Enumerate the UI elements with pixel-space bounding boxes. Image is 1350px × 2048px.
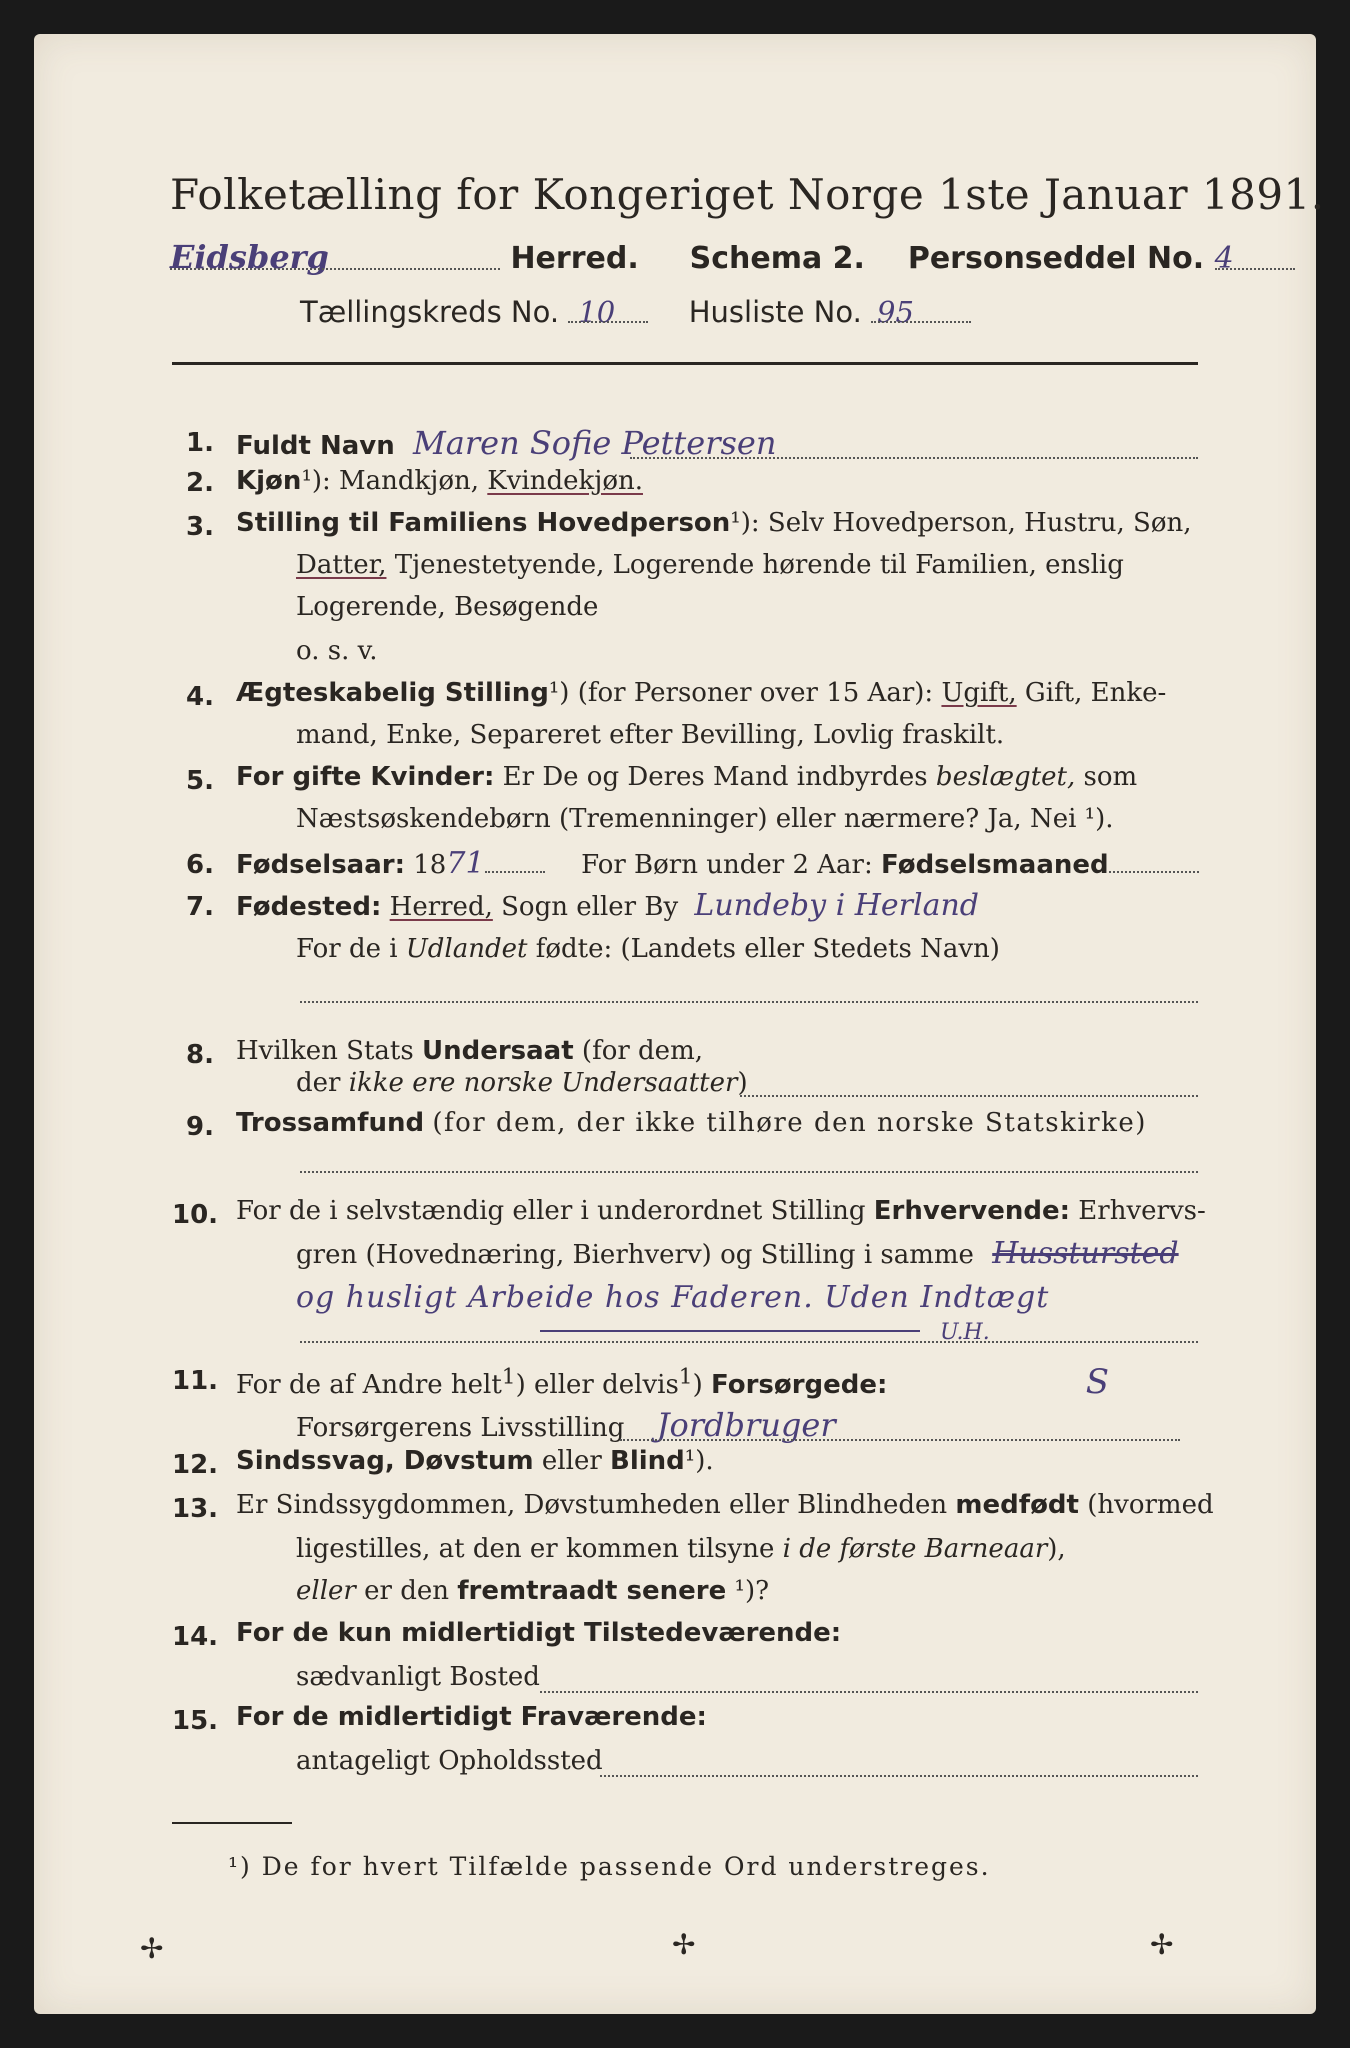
q7-herred: Herred,: [389, 892, 493, 922]
q15-row2: [296, 1746, 603, 1776]
q10-value1: Husstursted: [992, 1236, 1179, 1271]
q15-dotline: [600, 1774, 1198, 1777]
q11-label: Forsørgede:: [711, 1370, 888, 1400]
q5-row1: [236, 762, 1137, 792]
q10-row1: [236, 1196, 1206, 1226]
q13-text1a: Er Sindssygdommen, Døvstumheden eller Blindheden: [236, 1490, 948, 1520]
q12-number: 12.: [172, 1450, 219, 1480]
q10-value3: U.H.: [940, 1320, 990, 1345]
q3-text3: Logerende, Besøgende: [296, 592, 599, 622]
q12-label: Sindssvag, Døvstum: [236, 1446, 534, 1476]
q13-row1: [236, 1490, 1214, 1520]
kreds-label: Tællingskreds No.: [300, 295, 560, 329]
q4-sup: ¹): [548, 678, 570, 708]
q11-value: Jordbruger: [656, 1406, 836, 1444]
q13-label: medfødt: [955, 1490, 1079, 1520]
q13-label-b: fremtraadt senere: [457, 1576, 727, 1606]
q6-row: [236, 846, 1199, 881]
q13-text2b: i de første Barneaar: [782, 1534, 1048, 1564]
q14-label: For de kun midlertidigt Tilstedeværende:: [236, 1618, 842, 1648]
printer-mark-center-icon: ✢: [672, 1928, 696, 1961]
form-title: Folketælling for Kongeriget Norge 1ste Januar 1891.: [170, 170, 1325, 219]
q13-text1b: (hvormed: [1087, 1490, 1214, 1520]
q3-row1: [236, 508, 1192, 538]
q1-number: 1.: [186, 428, 214, 458]
q4-row1: [236, 678, 1166, 708]
q14-dotline: [540, 1690, 1198, 1693]
q13-text3a: eller: [296, 1576, 356, 1606]
q11-number: 11.: [172, 1366, 219, 1396]
footnote: ¹) De for hvert Tilfælde passende Ord understreges.: [228, 1852, 991, 1881]
q7-dotline: [300, 1000, 1198, 1003]
printer-mark-left-icon: ✢: [140, 1932, 164, 1965]
q6-label-b: Fødselsmaaned: [881, 850, 1109, 880]
q13-text3c: ¹)?: [734, 1576, 770, 1606]
q10-number: 10.: [172, 1200, 219, 1230]
q3-text1: Selv Hovedperson, Hustru, Søn,: [767, 508, 1192, 538]
q3-row2: [296, 550, 1124, 580]
q7-row2: [296, 934, 1000, 964]
q6-number: 6.: [186, 850, 214, 880]
q4-text1c: Gift, Enke-: [1024, 678, 1167, 708]
q8-row1: [236, 1036, 703, 1066]
herred-label: Herred.: [510, 241, 639, 276]
q8-text2b: ikke ere norske Undersaatter: [348, 1068, 738, 1098]
q9-row: [236, 1108, 1198, 1138]
q10-value2: og husligt Arbeide hos Faderen. Uden Indtægt: [296, 1280, 1050, 1315]
q4-number: 4.: [186, 682, 214, 712]
q10-text2: gren (Hovednæring, Bierhverv) og Stilling i samme: [296, 1240, 974, 1270]
personseddel-label: Personseddel No.: [907, 241, 1205, 276]
q10-strike-line: [540, 1330, 920, 1332]
q12-sup: ¹).: [684, 1446, 714, 1476]
q13-row3: [296, 1576, 769, 1606]
q4-label: Ægteskabelig Stilling: [236, 678, 549, 708]
q7-number: 7.: [186, 892, 214, 922]
q9-number: 9.: [186, 1112, 214, 1142]
q2-number: 2.: [186, 468, 214, 498]
q8-label: Undersaat: [421, 1036, 574, 1066]
q5-label: For gifte Kvinder:: [236, 762, 495, 792]
q4-ugift: Ugift,: [941, 678, 1017, 708]
q5-text2: Næstsøskendebørn (Tremenninger) eller nærmere? Ja, Nei ¹).: [296, 804, 1114, 834]
kreds-value: 10: [578, 295, 616, 329]
q7-label: Fødested:: [236, 892, 382, 922]
q8-row2: der ikke ere norske Undersaatter): [296, 1068, 748, 1098]
footnote-rule: [172, 1822, 292, 1824]
q6-text-b: For Børn under 2 Aar:: [581, 850, 873, 880]
q14-number: 14.: [172, 1622, 219, 1652]
q6-year-prefix: 18: [413, 850, 447, 880]
q4-text1a: (for Personer over 15 Aar):: [577, 678, 934, 708]
q6-label: Fødselsaar:: [236, 850, 405, 880]
q8-text-a: Hvilken Stats: [236, 1036, 414, 1066]
printer-mark-right-icon: ✢: [1150, 1928, 1174, 1961]
q14-text2: sædvanligt Bosted: [296, 1662, 540, 1692]
q5-number: 5.: [186, 766, 214, 796]
header-rule: [172, 362, 1198, 365]
personseddel-value: 4: [1214, 241, 1234, 276]
q3-text2: Tjenestetyende, Logerende hørende til Familien, enslig: [394, 550, 1124, 580]
husliste-value: 95: [877, 295, 914, 329]
q3-number: 3.: [186, 512, 214, 542]
q4-text2: mand, Enke, Separeret efter Bevilling, Lovlig fraskilt.: [296, 720, 1005, 750]
q3-datter: Datter,: [296, 550, 387, 580]
q1-value: Maren Sofie Pettersen: [413, 424, 777, 462]
q7-udlandet: Udlandet: [405, 934, 528, 964]
q9-text: (for dem, der ikke tilhøre den norske Statskirke): [432, 1108, 1147, 1138]
q10-row2: [296, 1236, 1179, 1271]
q9-label: Trossamfund: [236, 1108, 425, 1138]
q5-beslaegtet: beslægtet,: [935, 762, 1076, 792]
q7-row1: [236, 888, 979, 923]
q6-dots: [485, 870, 545, 873]
q11-text1a: For de af Andre helt: [236, 1370, 502, 1400]
q3-sup: ¹):: [730, 508, 760, 538]
q1-dotline: [630, 456, 1198, 459]
q5-text1a: Er De og Deres Mand indbyrdes: [502, 762, 928, 792]
q15-text2: antageligt Opholdssted: [296, 1746, 603, 1776]
q1-label: Fuldt Navn: [236, 431, 395, 461]
q12-label-b: Blind: [610, 1446, 685, 1476]
q11-dotline: [620, 1438, 1180, 1441]
q15-row1: [236, 1702, 707, 1732]
q2-sup: ¹):: [301, 466, 331, 496]
q5-text1c: som: [1083, 762, 1138, 792]
q15-label: For de midlertidigt Fraværende:: [236, 1702, 707, 1732]
herred-value: Eidsberg: [170, 238, 329, 276]
q8-text2a: der: [296, 1068, 341, 1098]
q12-text-a: eller: [541, 1446, 602, 1476]
q8-number: 8.: [186, 1040, 214, 1070]
q9-dotline: [300, 1170, 1198, 1173]
q13-number: 13.: [172, 1494, 219, 1524]
q11-text2: Forsørgerens Livsstilling: [296, 1413, 625, 1443]
q2-row: [236, 466, 643, 496]
q10-row3: [296, 1280, 1049, 1315]
kreds-line: [300, 295, 971, 329]
q6-dots-b: [1109, 870, 1199, 873]
q6-year-value: 71: [446, 846, 485, 881]
q11-text1b: eller delvis: [534, 1370, 679, 1400]
q8-dotline: [740, 1094, 1198, 1097]
q2-mandkjon: Mandkjøn,: [339, 466, 480, 496]
q7-text2a: For de i: [296, 934, 398, 964]
q12-row: [236, 1446, 714, 1476]
q2-kvindekjon: Kvindekjøn.: [487, 466, 643, 496]
schema-label: Schema 2.: [689, 241, 865, 276]
q8-text-b: (for dem,: [581, 1036, 703, 1066]
q13-row2: ligestilles, at den er kommen tilsyne i de første Barneaar),: [296, 1534, 1066, 1564]
q7-value: Lundeby i Herland: [694, 888, 980, 923]
q10-dotline: [300, 1340, 1198, 1343]
q14-row2: [296, 1662, 540, 1692]
q11-row1: For de af Andre helt$^1$) eller delvis$^1$) Forsørgede: S: [236, 1362, 1110, 1402]
q10-text1b: Erhvervs-: [1078, 1196, 1206, 1226]
q13-text3b: er den: [364, 1576, 449, 1606]
q3-label: Stilling til Familiens Hovedperson: [236, 508, 731, 538]
q11-mark: S: [1085, 1362, 1110, 1402]
q13-text2a: ligestilles, at den er kommen tilsyne: [296, 1534, 775, 1564]
q10-text1a: For de i selvstændig eller i underordnet Stilling: [236, 1196, 866, 1226]
husliste-label: Husliste No.: [688, 295, 862, 329]
q14-row1: [236, 1618, 841, 1648]
q15-number: 15.: [172, 1706, 219, 1736]
herred-line: [170, 238, 1234, 276]
q3-text4: o. s. v.: [296, 636, 378, 666]
q10-label: Erhvervende:: [873, 1196, 1071, 1226]
q7-text2c: fødte: (Landets eller Stedets Navn): [535, 934, 1000, 964]
q2-label: Kjøn: [236, 466, 302, 496]
q7-text-b: Sogn eller By: [501, 892, 679, 922]
